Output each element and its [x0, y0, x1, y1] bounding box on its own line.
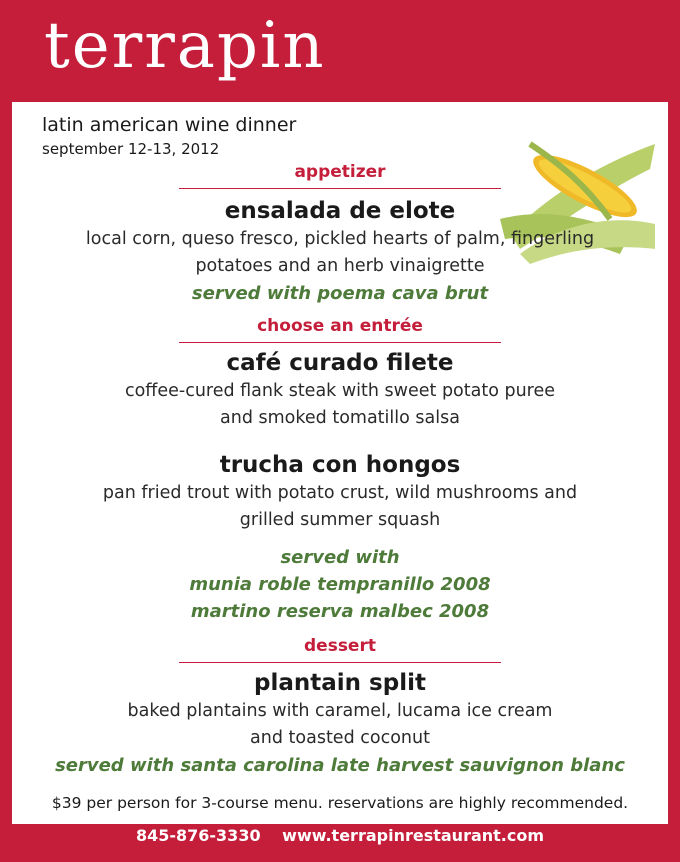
dish-description-line: grilled summer squash: [239, 510, 441, 530]
dish-name: café curado filete: [226, 350, 454, 376]
dessert-section: [12, 636, 668, 663]
website-link[interactable]: www.terrapinrestaurant.com: [282, 826, 545, 845]
dish-description-line: pan fried trout with potato crust, wild mushrooms and: [102, 483, 578, 503]
event-date: september 12-13, 2012: [42, 140, 220, 158]
dish-description-line: baked plantains with caramel, lucama ice cream: [127, 701, 553, 721]
section-heading-dessert: dessert: [304, 636, 376, 656]
dish-description-line: potatoes and an herb vinaigrette: [195, 256, 485, 276]
section-heading-appetizer: appetizer: [294, 162, 386, 182]
divider: [179, 188, 501, 189]
dish-name: trucha con hongos: [219, 452, 461, 478]
dish-name: plantain split: [254, 670, 426, 696]
appetizer-section: [12, 162, 668, 189]
wine-pairing: munia roble tempranillo 2008: [189, 574, 491, 595]
wine-pairing: martino reserva malbec 2008: [190, 601, 490, 622]
wine-pairing: served with poema cava brut: [191, 283, 489, 304]
header-banner: [0, 0, 680, 102]
dish-description-line: and toasted coconut: [250, 728, 430, 748]
menu-panel: [12, 102, 668, 824]
wine-pairing: served with santa carolina late harvest sauvignon blanc: [55, 755, 625, 776]
entree-dish-1: [12, 350, 668, 432]
wine-pairing: served with: [280, 547, 400, 568]
dish-name: ensalada de elote: [224, 198, 456, 224]
pricing-note: $39 per person for 3-course menu. reservations are highly recommended.: [51, 794, 629, 812]
phone-number[interactable]: 845-876-3330: [135, 826, 261, 845]
divider: [179, 662, 501, 663]
dessert-dish: [12, 670, 668, 779]
restaurant-logo: terrapin: [44, 9, 326, 83]
entree-section: [12, 316, 668, 343]
section-heading-entree: choose an entrée: [257, 316, 423, 336]
dish-description-line: local corn, queso fresco, pickled hearts of palm, fingerling: [85, 229, 595, 249]
entree-pairing: [12, 544, 668, 625]
entree-dish-2: [12, 452, 668, 534]
event-title: latin american wine dinner: [42, 114, 297, 136]
contact-bar: [0, 826, 680, 845]
appetizer-dish: [12, 198, 668, 307]
divider: [179, 342, 501, 343]
dish-description-line: coffee-cured flank steak with sweet potato puree: [124, 381, 556, 401]
dish-description-line: and smoked tomatillo salsa: [220, 408, 460, 428]
